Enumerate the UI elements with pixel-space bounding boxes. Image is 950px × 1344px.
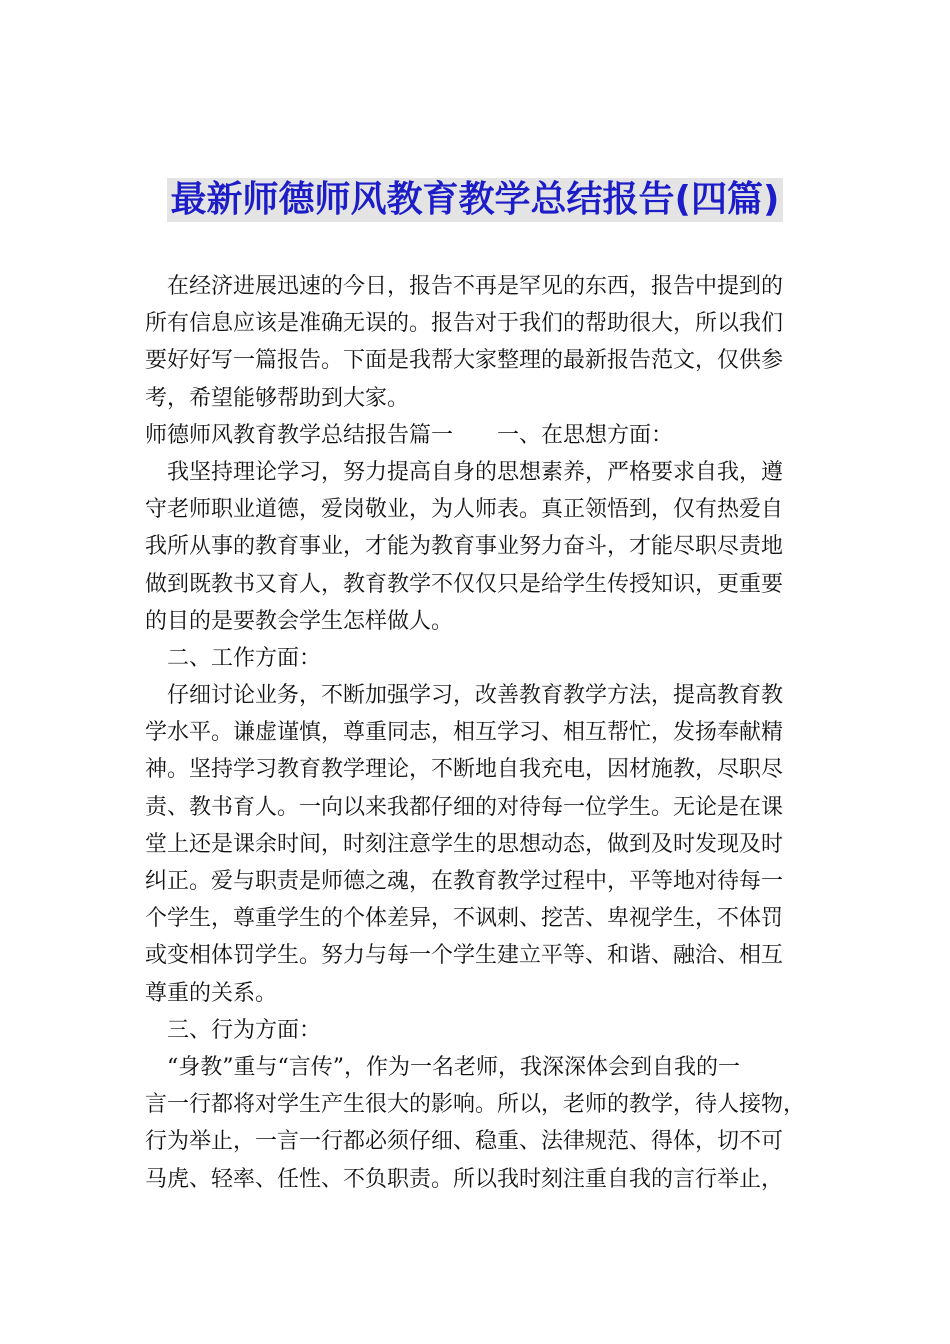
body-line: 守老师职业道德，爱岗敬业，为人师表。真正领悟到，仅有热爱自 — [145, 497, 784, 523]
body-line: 所有信息应该是准确无误的。报告对于我们的帮助很大，所以我们 — [145, 311, 784, 337]
section-heading-line: 三、行为方面： — [145, 1017, 322, 1043]
document-title: 最新师德师风教育教学总结报告(四篇) — [167, 178, 784, 222]
body-line: 纠正。爱与职责是师德之魂，在教育教学过程中，平等地对待每一 — [145, 869, 784, 894]
body-line: 马虎、轻率、任性、不负职责。所以我时刻注重自我的言行举止， — [145, 1166, 784, 1192]
section-heading-line: 二、工作方面： — [145, 645, 322, 671]
document-body — [145, 268, 810, 1198]
body-line: 言一行都将对学生产生很大的影响。所以，老师的教学，待人接物， — [145, 1092, 806, 1118]
body-line: 或变相体罚学生。努力与每一个学生建立平等、和谐、融洽、相互 — [145, 943, 784, 969]
body-line: 责、教书育人。一向以来我都仔细的对待每一位学生。无论是在课 — [145, 794, 784, 820]
body-line: 的目的是要教会学生怎样做人。 — [145, 608, 454, 634]
body-line: 行为举止，一言一行都必须仔细、稳重、法律规范、得体，切不可 — [145, 1129, 784, 1155]
body-line: 个学生，尊重学生的个体差异，不讽刺、挖苦、卑视学生，不体罚 — [145, 906, 784, 932]
body-line: 在经济进展迅速的今日，报告不再是罕见的东西，报告中提到的 — [145, 274, 784, 299]
body-line: 仔细讨论业务，不断加强学习，改善教育教学方法，提高教育教 — [145, 683, 784, 709]
body-line: 考，希望能够帮助到大家。 — [145, 385, 410, 411]
body-line: 学水平。谦虚谨慎，尊重同志，相互学习、相互帮忙，发扬奉献精 — [145, 720, 784, 746]
body-line: 我坚持理论学习，努力提高自身的思想素养，严格要求自我，遵 — [145, 459, 784, 485]
body-line: 我所从事的教育事业，才能为教育事业努力奋斗，才能尽职尽责地 — [145, 534, 784, 560]
title-container — [0, 178, 950, 222]
body-line: “身教”重与“言传”，作为一名老师，我深深体会到自我的一 — [145, 1054, 740, 1080]
body-line: 堂上还是课余时间，时刻注意学生的思想动态，做到及时发现及时 — [145, 831, 784, 857]
body-line: 做到既教书又育人，教育教学不仅仅只是给学生传授知识，更重要 — [145, 571, 784, 597]
body-line: 神。坚持学习教育教学理论，不断地自我充电，因材施教，尽职尽 — [145, 757, 784, 783]
body-line: 尊重的关系。 — [145, 980, 278, 1006]
section-heading-line: 师德师风教育教学总结报告篇一 一、在思想方面： — [145, 422, 674, 448]
body-line: 要好好写一篇报告。下面是我帮大家整理的最新报告范文，仅供参 — [145, 348, 784, 374]
